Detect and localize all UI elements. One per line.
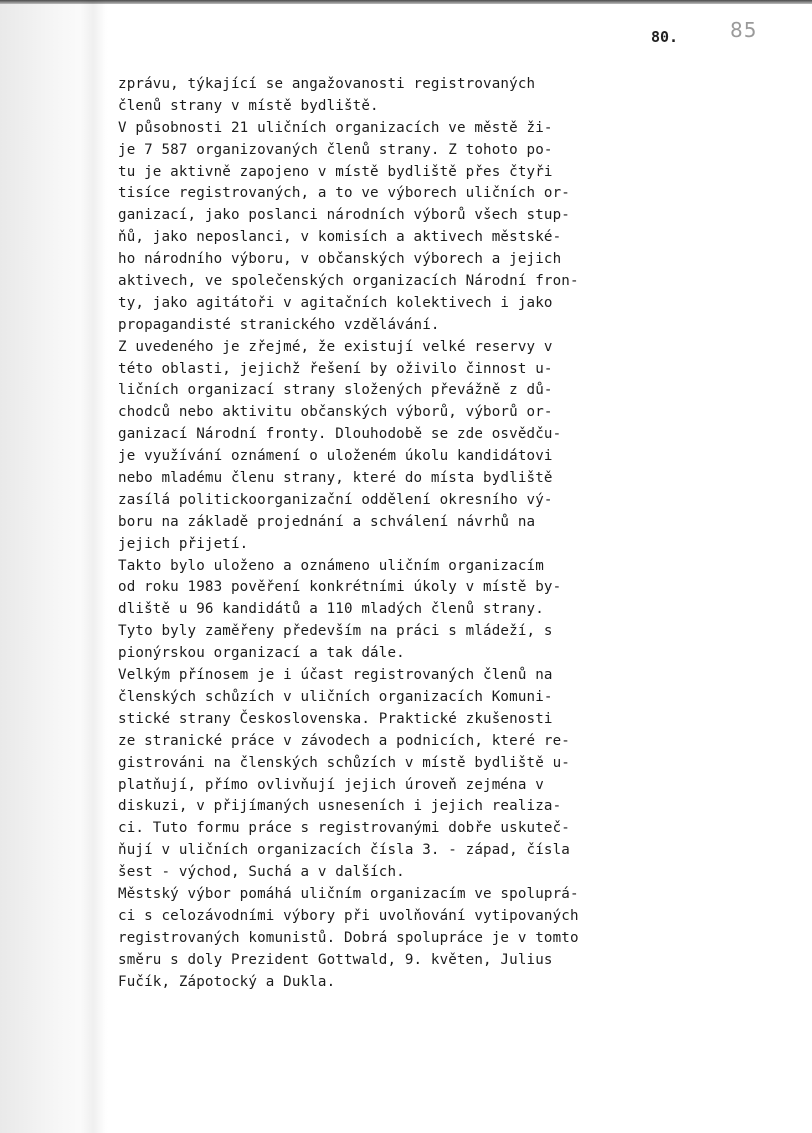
- text-line: tisíce registrovaných, a to ve výborech uličních or-: [118, 185, 570, 202]
- text-line: tu je aktivně zapojeno v místě bydliště přes čtyři: [118, 163, 553, 180]
- text-line: směru s doly Prezident Gottwald, 9. květen, Julius: [118, 951, 553, 968]
- text-line: aktivech, ve společenských organizacích Národní fron-: [118, 273, 579, 290]
- text-line: boru na základě projednání a schválení návrhů na: [118, 513, 536, 530]
- text-line: členských schůzích v uličních organizacích Komuni-: [118, 688, 553, 705]
- text-line: šest - východ, Suchá a v dalších.: [118, 864, 405, 881]
- text-line: zasílá politickoorganizační oddělení okresního vý-: [118, 491, 553, 508]
- text-line: propagandisté stranického vzdělávání.: [118, 316, 440, 333]
- text-line: ňů, jako neposlanci, v komisích a aktivech městské-: [118, 229, 562, 246]
- page-number: 80.: [651, 28, 679, 46]
- text-line: Velkým přínosem je i účast registrovaných členů na: [118, 667, 553, 684]
- text-line: registrovaných komunistů. Dobrá spolupráce je v tomto: [118, 929, 579, 946]
- binding-shadow: [80, 0, 106, 1133]
- text-line: platňují, přímo ovlivňují jejich úroveň zejména v: [118, 776, 544, 793]
- page-top-edge: [0, 0, 812, 4]
- text-line: pionýrskou organizací a tak dále.: [118, 645, 405, 662]
- handwritten-page-number: 85: [730, 18, 758, 42]
- text-line: ci s celozávodními výbory při uvolňování vytipovaných: [118, 907, 579, 924]
- text-line: ňují v uličních organizacích čísla 3. - západ, čísla: [118, 842, 570, 859]
- text-line: nebo mladému členu strany, které do místa bydliště: [118, 470, 553, 487]
- typewritten-body: [118, 74, 678, 993]
- text-line: je využívání oznámení o uloženém úkolu kandidátovi: [118, 448, 553, 465]
- text-line: Takto bylo uloženo a oznámeno uličním organizacím: [118, 557, 544, 574]
- text-line: členů strany v místě bydliště.: [118, 97, 379, 114]
- text-line: této oblasti, jejichž řešení by oživilo činnost u-: [118, 360, 553, 377]
- text-line: od roku 1983 pověření konkrétními úkoly v místě by-: [118, 579, 562, 596]
- text-line: je 7 587 organizovaných členů strany. Z tohoto po-: [118, 141, 553, 158]
- text-line: ty, jako agitátoři v agitačních kolektivech i jako: [118, 294, 553, 311]
- text-line: gistrováni na členských schůzích v místě bydliště u-: [118, 754, 570, 771]
- text-line: ličních organizací strany složených převážně z dů-: [118, 382, 553, 399]
- text-line: ho národního výboru, v občanských výborech a jejich: [118, 251, 562, 268]
- text-line: ganizací, jako poslanci národních výborů všech stup-: [118, 207, 570, 224]
- text-line: Fučík, Zápotocký a Dukla.: [118, 973, 336, 990]
- text-line: ganizací Národní fronty. Dlouhodobě se zde osvědču-: [118, 426, 562, 443]
- text-line: Tyto byly zaměřeny především na práci s mládeží, s: [118, 623, 553, 640]
- text-line: zprávu, týkající se angažovanosti registrovaných: [118, 76, 536, 92]
- text-line: Městský výbor pomáhá uličním organizacím ve spoluprá-: [118, 885, 579, 902]
- text-line: stické strany Československa. Praktické zkušenosti: [118, 710, 553, 727]
- text-line: chodců nebo aktivitu občanských výborů, výborů or-: [118, 404, 553, 421]
- text-line: V působnosti 21 uličních organizacích ve městě ži-: [118, 119, 553, 136]
- text-line: diskuzi, v přijímaných usneseních i jejich realiza-: [118, 798, 562, 815]
- text-line: Z uvedeného je zřejmé, že existují velké reservy v: [118, 338, 553, 355]
- text-line: jejich přijetí.: [118, 535, 249, 552]
- text-line: ci. Tuto formu práce s registrovanými dobře uskuteč-: [118, 820, 570, 837]
- text-line: dliště u 96 kandidátů a 110 mladých členů strany.: [118, 601, 544, 618]
- text-line: ze stranické práce v závodech a podnicích, které re-: [118, 732, 570, 749]
